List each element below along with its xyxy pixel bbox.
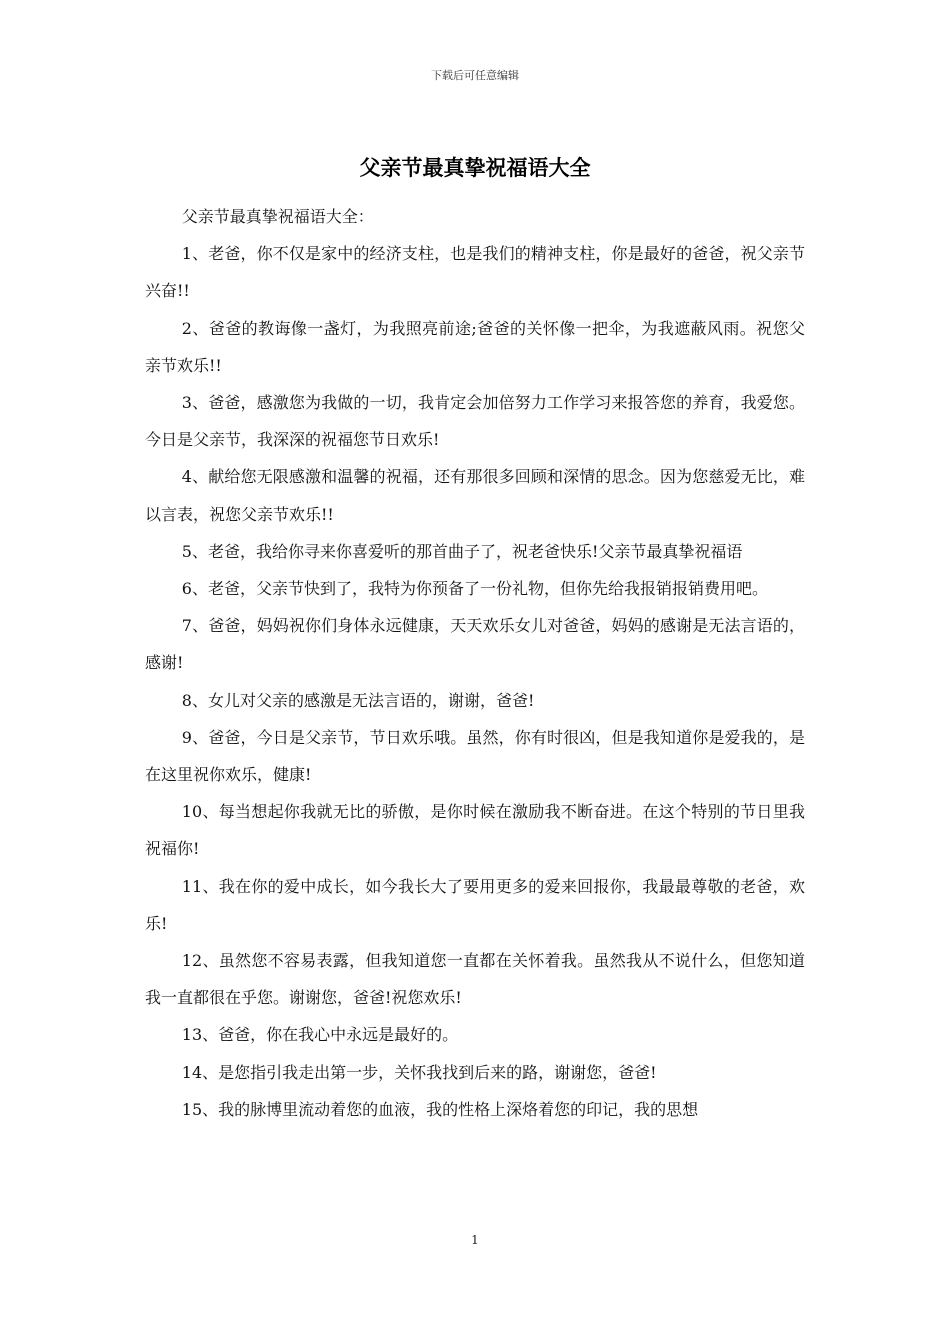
paragraph-2: 2、爸爸的教诲像一盏灯，为我照亮前途;爸爸的关怀像一把伞，为我遮蔽风雨。祝您父亲节欢乐!!	[145, 318, 805, 375]
page-number: 1	[471, 1233, 479, 1247]
paragraph-13: 13、爸爸，你在我心中永远是最好的。	[181, 1025, 459, 1045]
paragraph-6: 6、老爸，父亲节快到了，我特为你预备了一份礼物，但你先给我报销报销费用吧。	[181, 579, 768, 599]
document-title: 父亲节最真挚祝福语大全	[359, 155, 591, 180]
intro-paragraph: 父亲节最真挚祝福语大全：	[181, 207, 374, 226]
paragraph-4: 4、献给您无限感激和温馨的祝福，还有那很多回顾和深情的思念。因为您慈爱无比，难以言表，祝您父亲节欢乐!!	[145, 467, 805, 524]
paragraph-15: 15、我的脉博里流动着您的血液，我的性格上深烙着您的印记，我的思想	[181, 1099, 699, 1119]
paragraph-12: 12、虽然您不容易表露，但我知道您一直都在关怀着我。虽然我从不说什么，但您知道我一直都很在乎您。谢谢您，爸爸!祝您欢乐!	[145, 951, 805, 1008]
paragraph-11: 11、我在你的爱中成长，如今我长大了要用更多的爱来回报你，我最最尊敬的老爸，欢乐!	[145, 876, 805, 933]
paragraph-5: 5、老爸，我给你寻来你喜爱听的那首曲子了，祝老爸快乐!父亲节最真挚祝福语	[181, 541, 743, 561]
paragraph-7: 7、爸爸，妈妈祝你们身体永远健康，天天欢乐女儿对爸爸，妈妈的感谢是无法言语的，感谢!	[145, 616, 805, 673]
paragraph-9: 9、爸爸，今日是父亲节，节日欢乐哦。虽然，你有时很凶，但是我知道你是爱我的，是在这里祝你欢乐，健康!	[145, 727, 805, 785]
paragraph-3: 3、爸爸，感激您为我做的一切，我肯定会加倍努力工作学习来报答您的养育，我爱您。今日是父亲节，我深深的祝福您节日欢乐!	[145, 393, 805, 450]
paragraph-8: 8、女儿对父亲的感激是无法言语的，谢谢，爸爸!	[181, 690, 535, 710]
paragraph-10: 10、每当想起你我就无比的骄傲，是你时候在激励我不断奋进。在这个特别的节日里我祝福你!	[145, 802, 805, 859]
paragraph-14: 14、是您指引我走出第一步，关怀我找到后来的路，谢谢您，爸爸!	[181, 1062, 657, 1082]
page-header-note: 下载后可任意编辑	[431, 69, 519, 82]
paragraph-1: 1、老爸，你不仅是家中的经济支柱，也是我们的精神支柱，你是最好的爸爸，祝父亲节兴奋!!	[145, 244, 805, 301]
document-body	[145, 198, 805, 1128]
